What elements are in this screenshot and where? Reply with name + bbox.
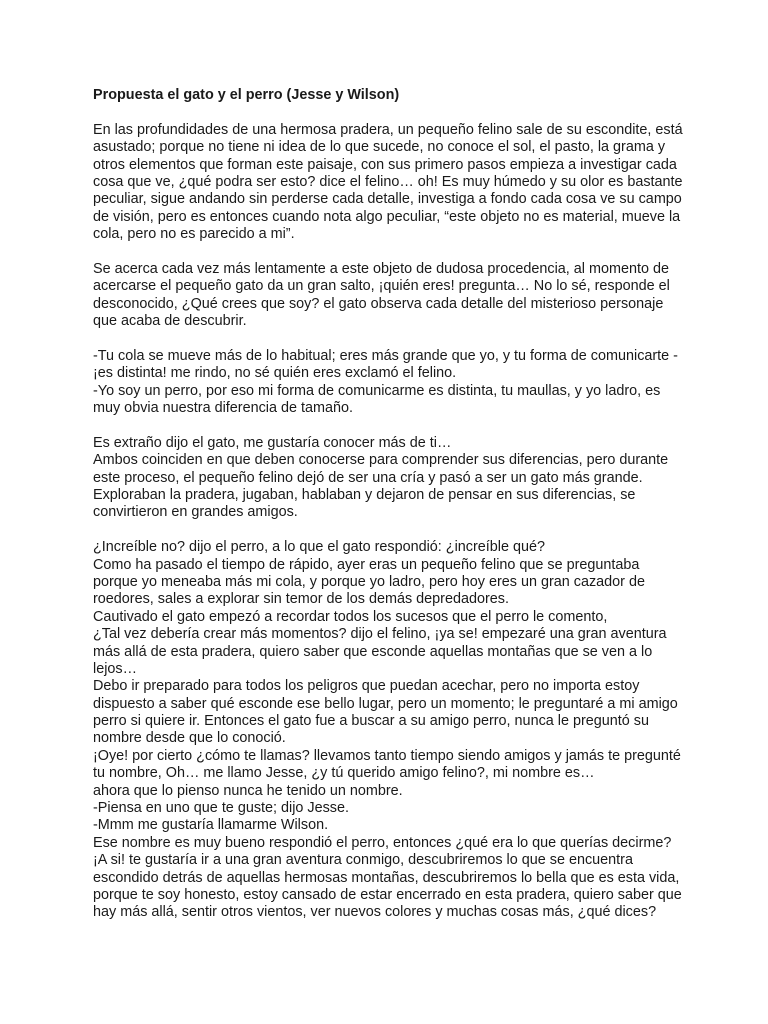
paragraph [93,348,728,418]
text-line: acercarse el pequeño gato da un gran salto, ¡quién eres! pregunta… No lo sé, responde el [93,278,670,295]
text-line: cola, pero no es parecido a mi”. [93,226,295,243]
paragraph [93,539,728,922]
paragraph-spacer [93,330,728,347]
text-line: -Mmm me gustaría llamarme Wilson. [93,817,329,834]
text-line: Cautivado el gato empezó a recordar todos los sucesos que el perro le comento, [93,608,608,625]
paragraph [93,122,728,244]
text-line: porque yo meneaba más mi cola, y porque yo ladro, pero hoy eres un gran cazador de [93,573,645,590]
paragraph [93,435,728,522]
text-line: de visión, pero es entonces cuando nota algo peculiar, “este objeto no es material, mueve la [93,208,681,225]
text-line: -Yo soy un perro, por eso mi forma de comunicarme es distinta, tu maullas, y yo ladro, es [93,382,661,399]
text-line: porque te soy honesto, estoy cansado de estar encerrado en esta pradera, quiero saber que [93,886,682,903]
text-line: convirtieron en grandes amigos. [93,504,298,521]
text-line: Ese nombre es muy bueno respondió el perro, entonces ¿qué era lo que querías decirme? [93,834,672,851]
text-line: dispuesto a saber qué esconde ese bello lugar, pero un momento; le preguntaré a mi amigo [93,695,678,712]
text-line: asustado; porque no tiene ni idea de lo que sucede, no conoce el sol, el pasto, la grama y [93,139,666,156]
text-line: ¡A si! te gustaría ir a una gran aventura conmigo, descubriremos lo que se encuentra [93,852,633,869]
paragraph-spacer [93,104,728,121]
text-line: En las profundidades de una hermosa pradera, un pequeño felino sale de su escondite, está [93,121,683,138]
paragraph [93,261,728,331]
text-line: que acaba de descubrir. [93,313,247,330]
document-body [93,122,728,922]
text-line: Exploraban la pradera, jugaban, hablaban y dejaron de pensar en sus diferencias, se [93,486,636,503]
paragraph-spacer [93,244,728,261]
text-line: hay más allá, sentir otros vientos, ver nuevos colores y muchas cosas más, ¿qué dices? [93,904,657,921]
text-line: Se acerca cada vez más lentamente a este objeto de dudosa procedencia, al momento de [93,260,669,277]
text-line: Es extraño dijo el gato, me gustaría conocer más de ti… [93,434,452,451]
text-line: perro si quiere ir. Entonces el gato fue a buscar a su amigo perro, nunca le preguntó su [93,713,649,730]
text-line: -Tu cola se mueve más de lo habitual; eres más grande que yo, y tu forma de comunicarte - [93,347,678,364]
text-line: escondido detrás de aquellas hermosas montañas, descubriremos lo bella que es esta vida, [93,869,680,886]
text-line: ¡es distinta! me rindo, no sé quién eres exclamó el felino. [93,365,457,382]
text-line: nombre desde que lo conoció. [93,730,286,747]
text-line: ahora que lo pienso nunca he tenido un nombre. [93,782,403,799]
text-line: lejos… [93,660,137,677]
text-line: muy obvia nuestra diferencia de tamaño. [93,400,353,417]
text-line: ¡Oye! por cierto ¿cómo te llamas? llevamos tanto tiempo siendo amigos y jamás te pregunté [93,747,681,764]
text-line: -Piensa en uno que te guste; dijo Jesse. [93,800,350,817]
text-line: Como ha pasado el tiempo de rápido, ayer eras un pequeño felino que se preguntaba [93,556,640,573]
text-line: tu nombre, Oh… me llamo Jesse, ¿y tú querido amigo felino?, mi nombre es… [93,765,595,782]
paragraph-spacer [93,417,728,434]
text-line: otros elementos que forman este paisaje, con sus primero pasos empieza a investigar cada [93,156,677,173]
text-line: roedores, sales a explorar sin temor de los demás depredadores. [93,591,509,608]
document-title: Propuesta el gato y el perro (Jesse y Wilson) [93,87,400,103]
text-line: desconocido, ¿Qué crees que soy? el gato observa cada detalle del misterioso personaje [93,295,664,312]
paragraph-spacer [93,522,728,539]
text-line: peculiar, sigue andando sin perderse cada detalle, investiga a fondo cada cosa ve su campo [93,191,682,208]
text-line: más allá de esta pradera, quiero saber que esconde aquellas montañas que se ven a lo [93,643,653,660]
text-line: este proceso, el pequeño felino dejó de ser una cría y pasó a ser un gato más grande. [93,469,643,486]
text-line: ¿Tal vez debería crear más momentos? dijo el felino, ¡ya se! empezaré una gran aventura [93,626,667,643]
text-line: Debo ir preparado para todos los peligros que puedan acechar, pero no importa estoy [93,678,640,695]
text-line: cosa que ve, ¿qué podra ser esto? dice el felino… oh! Es muy húmedo y su olor es bastante [93,173,683,190]
text-line: Ambos coinciden en que deben conocerse para comprender sus diferencias, pero durante [93,452,669,469]
text-line: ¿Increíble no? dijo el perro, a lo que el gato respondió: ¿increíble qué? [93,539,545,556]
